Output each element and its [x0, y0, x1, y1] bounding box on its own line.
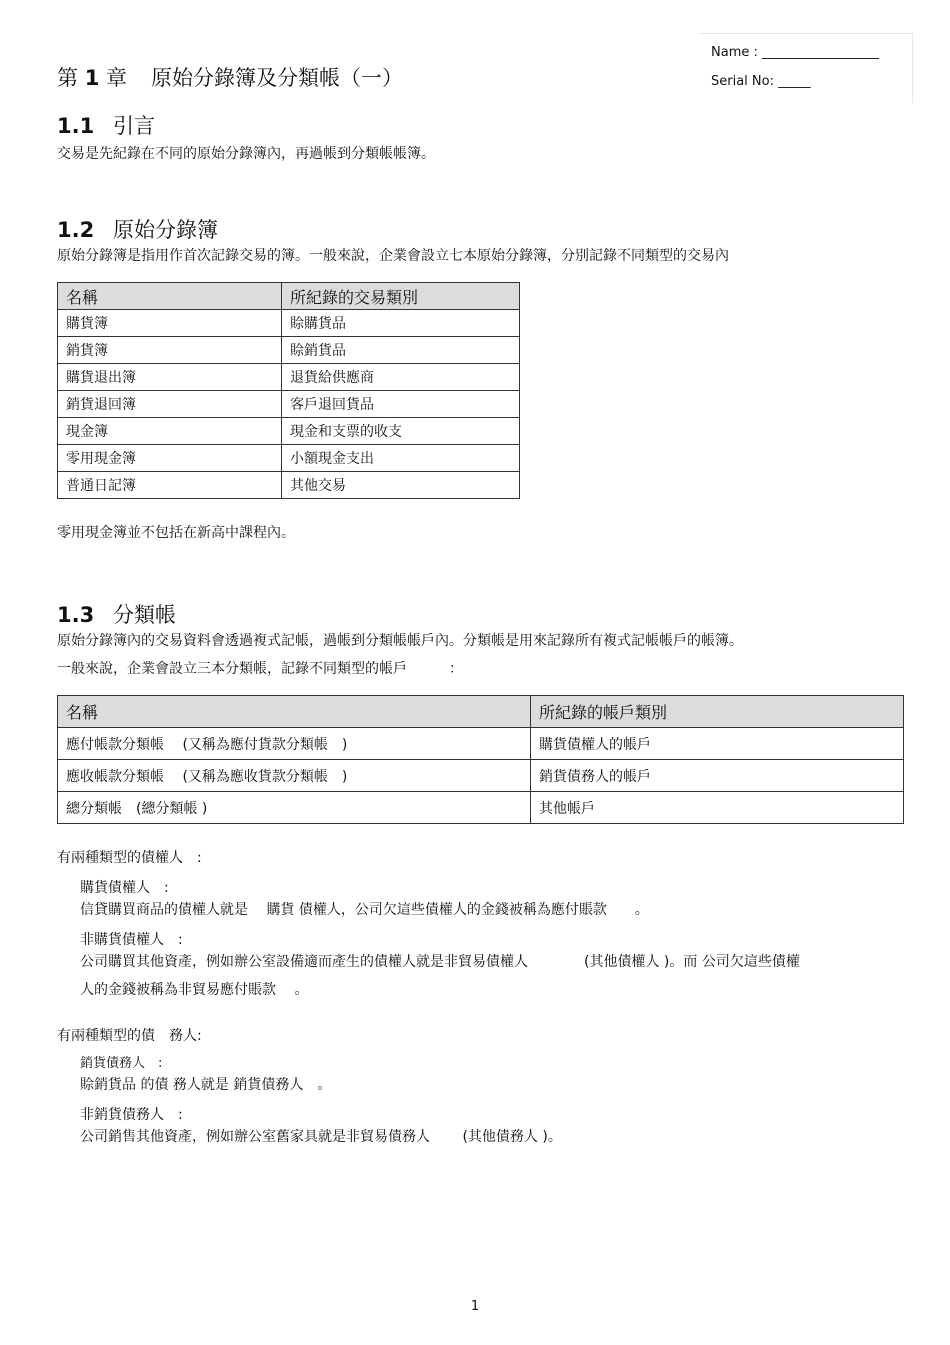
table-row — [58, 364, 520, 391]
table-cell: 賒銷貨品 — [282, 337, 520, 364]
ledgers-table — [57, 695, 904, 824]
table-cell: 銷貨簿 — [58, 337, 282, 364]
table-cell: 購貨退出簿 — [58, 364, 282, 391]
table-cell: 現金和支票的收支 — [282, 418, 520, 445]
creditor-type-label: 購貨債權人 : — [80, 880, 169, 896]
name-serial-box — [698, 33, 913, 103]
chapter-heading — [57, 62, 403, 92]
creditor-type-desc: 公司購買其他資產，例如辦公室設備適而產生的債權人就是非貿易債權人 (其他債權人 )。而 公司欠這些債權 — [80, 954, 800, 970]
table-cell: 客戶退回貨品 — [282, 391, 520, 418]
table-header-cell: 名稱 — [58, 696, 531, 728]
chapter-suffix: 章 — [106, 66, 127, 90]
section-number: 1.3 — [57, 603, 95, 627]
table-header-cell: 所紀錄的帳戶類別 — [531, 696, 904, 728]
section-title: 引言 — [113, 114, 155, 138]
table-cell: 應付帳款分類帳 (又稱為應付貨款分類帳 ) — [58, 728, 531, 760]
paragraph: 交易是先紀錄在不同的原始分錄簿內，再過帳到分類帳帳簿。 — [57, 146, 435, 162]
debtor-type-desc: 公司銷售其他資產，例如辦公室舊家具就是非貿易債務人 (其他債務人 )。 — [80, 1129, 562, 1145]
table-cell: 現金簿 — [58, 418, 282, 445]
table-row — [58, 391, 520, 418]
chapter-number: 1 — [84, 66, 100, 90]
chapter-title: 原始分錄簿及分類帳（一） — [151, 66, 403, 90]
table-row — [58, 792, 904, 824]
section-number: 1.1 — [57, 114, 95, 138]
creditor-type-desc: 人的金錢被稱為非貿易應付賬款 。 — [80, 982, 309, 998]
table-header-row — [58, 283, 520, 310]
paragraph: 原始分錄簿內的交易資料會透過複式記帳，過帳到分類帳帳戶內。分類帳是用來記錄所有複式記帳帳戶的帳簿。 — [57, 633, 743, 649]
table-row — [58, 310, 520, 337]
section-number: 1.2 — [57, 218, 95, 242]
table-header-row — [58, 696, 904, 728]
table-cell: 銷貨退回簿 — [58, 391, 282, 418]
table-cell: 銷貨債務人的帳戶 — [531, 760, 904, 792]
table-header-cell: 所紀錄的交易類別 — [282, 283, 520, 310]
chapter-prefix: 第 — [57, 66, 78, 90]
table-cell: 總分類帳 (總分類帳 ) — [58, 792, 531, 824]
table-row — [58, 728, 904, 760]
table-cell: 其他交易 — [282, 472, 520, 499]
creditor-type-label: 非購貨債權人 : — [80, 932, 183, 948]
table-cell: 普通日記簿 — [58, 472, 282, 499]
section-title: 原始分錄簿 — [113, 218, 218, 242]
section-heading — [57, 214, 218, 244]
table-cell: 購貨債權人的帳戶 — [531, 728, 904, 760]
table-cell: 其他帳戶 — [531, 792, 904, 824]
table-row — [58, 760, 904, 792]
journals-table — [57, 282, 520, 499]
table-cell: 應收帳款分類帳 (又稱為應收貨款分類帳 ) — [58, 760, 531, 792]
section-heading — [57, 599, 176, 629]
table-cell: 賒購貨品 — [282, 310, 520, 337]
paragraph: 原始分錄簿是指用作首次記錄交易的簿。一般來說，企業會設立七本原始分錄簿，分別記錄不同類型的交易內 — [57, 248, 729, 264]
section-title: 分類帳 — [113, 603, 176, 627]
table-row — [58, 472, 520, 499]
debtors-intro: 有兩種類型的債 務人: — [57, 1028, 202, 1044]
table-header-cell: 名稱 — [58, 283, 282, 310]
debtor-type-desc: 賒銷貨品 的債 務人就是 銷貨債務人 。 — [80, 1077, 332, 1093]
table-row — [58, 445, 520, 472]
table-row — [58, 337, 520, 364]
creditors-intro: 有兩種類型的債權人 : — [57, 850, 202, 866]
debtor-type-label: 銷貨債務人 : — [80, 1056, 163, 1071]
note: 零用現金簿並不包括在新高中課程內。 — [57, 525, 295, 541]
page-number: 1 — [470, 1299, 480, 1314]
table-cell: 零用現金簿 — [58, 445, 282, 472]
creditor-type-desc: 信貸購買商品的債權人就是 購貨 債權人，公司欠這些債權人的金錢被稱為應付賬款 。 — [80, 902, 649, 918]
table-cell: 購貨簿 — [58, 310, 282, 337]
section-heading — [57, 110, 155, 140]
table-cell: 小額現金支出 — [282, 445, 520, 472]
debtor-type-label: 非銷貨債務人 : — [80, 1107, 183, 1123]
paragraph: 一般來說，企業會設立三本分類帳，記錄不同類型的帳戶 ： — [57, 661, 463, 677]
table-row — [58, 418, 520, 445]
table-cell: 退貨給供應商 — [282, 364, 520, 391]
name-line: Name : __________________ — [711, 45, 879, 60]
serial-line: Serial No: _____ — [711, 74, 811, 89]
